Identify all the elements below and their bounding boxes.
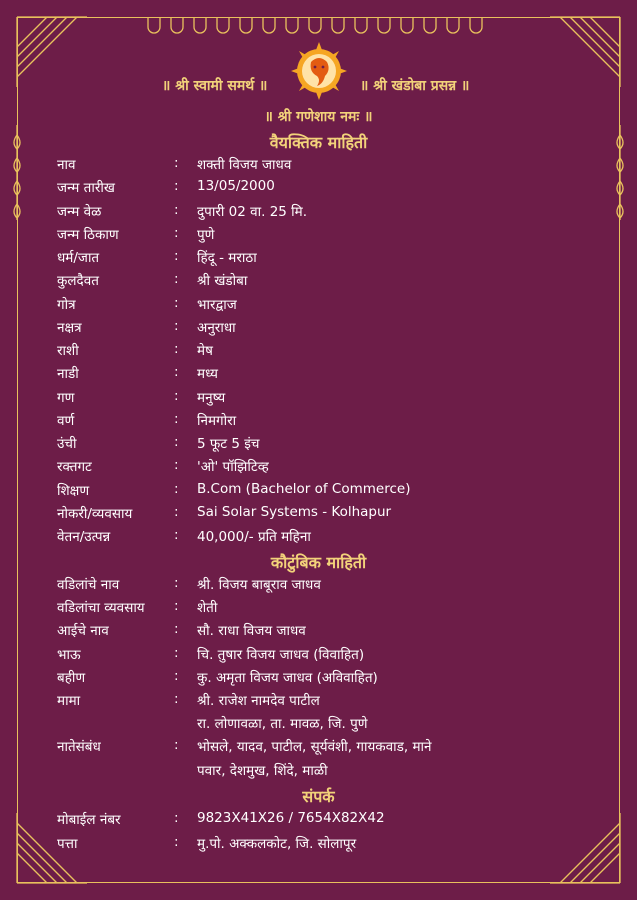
field-value: दुपारी 02 वा. 25 मि. [197,203,308,220]
field-label: नक्षत्र [57,319,82,336]
field-value: 9823X41X26 / 7654X82X42 [197,810,385,826]
field-label: गोत्र [57,296,76,313]
field-value: मेष [197,343,213,359]
field-label: नाडी [57,366,79,383]
field-label: कुलदैवत [57,273,99,290]
colon-separator: : [174,387,179,404]
field-label: शिक्षण [57,482,90,499]
field-label: राशी [57,343,79,359]
field-value: मनुष्य [197,389,226,406]
corner-top-left [17,17,87,87]
field-label: धर्म/जात [57,250,100,266]
field-label: वडिलांचा व्यवसाय [57,600,145,617]
colon-separator: : [174,457,179,474]
field-label: मोबाईल नंबर [57,812,121,828]
colon-separator: : [174,598,179,615]
field-value: चि. तुषार विजय जाधव (विवाहित) [197,646,365,663]
field-label: रक्तगट [57,459,92,476]
field-label: नाव [57,157,76,173]
field-label: पत्ता [57,835,78,852]
field-label: वर्ण [57,412,75,429]
field-value: 13/05/2000 [197,178,275,195]
field-label: भाऊ [57,646,81,663]
colon-separator: : [174,294,179,311]
invocation-swami-samarth: ॥ श्री स्वामी समर्थ ॥ [162,78,268,94]
field-value: निमगोरा [197,412,237,429]
personal-section-title: वैयक्तिक माहिती [269,133,368,152]
colon-separator: : [174,480,179,497]
field-value: श्री खंडोबा [197,273,248,290]
colon-separator: : [174,317,179,334]
field-label: जन्म ठिकाण [57,226,119,243]
field-value: शेती [197,600,218,617]
colon-separator: : [174,503,179,520]
colon-separator: : [174,271,179,288]
ganeshaya-namah: ॥ श्री गणेशाय नमः ॥ [264,109,373,125]
field-value: 'ओ' पॉझिटिव्ह [197,459,269,476]
family-section-title: कौटुंबिक माहिती [270,553,367,572]
field-label: उंची [57,436,77,452]
field-label: नोकरी/व्यवसाय [57,505,133,522]
colon-separator: : [174,527,179,543]
colon-separator: : [174,410,179,427]
top-arches [148,17,482,33]
field-label: बहीण [57,669,86,686]
field-value: पुणे [197,226,215,243]
corner-bottom-right [550,813,620,883]
field-value: सौ. राधा विजय जाधव [197,623,306,640]
field-value: भोसले, यादव, पाटील, सूर्यवंशी, गायकवाड, माने [197,739,432,756]
field-value: रा. लोणावळा, ता. मावळ, जि. पुणे [197,716,368,733]
colon-separator: : [174,667,179,684]
colon-separator: : [174,575,179,591]
field-label: नातेसंबंध [57,739,101,756]
field-value: पवार, देशमुख, शिंदे, माळी [197,762,328,779]
colon-separator: : [174,178,179,195]
invocation-khandoba: ॥ श्री खंडोबा प्रसन्न ॥ [360,78,470,94]
field-label: गण [57,389,75,406]
field-value: अनुराधा [197,319,236,336]
colon-separator: : [174,201,179,218]
field-value: भारद्वाज [197,296,237,313]
colon-separator: : [174,224,179,241]
colon-separator: : [174,737,179,754]
colon-separator: : [174,833,179,850]
field-value: श्री. विजय बाबूराव जाधव [197,577,321,593]
field-label: आईचे नाव [57,623,109,640]
contact-section-title: संपर्क [302,787,335,806]
colon-separator: : [174,364,179,381]
colon-separator: : [174,155,179,171]
colon-separator: : [174,434,179,450]
field-value: Sai Solar Systems - Kolhapur [197,503,392,520]
field-label: जन्म वेळ [57,203,102,220]
field-value: हिंदू - मराठा [197,250,257,266]
field-label: मामा [57,693,81,709]
field-value: मु.पो. अक्कलकोट, जि. सोलापूर [197,835,357,852]
field-value: 5 फूट 5 इंच [197,436,260,452]
field-value: B.Com (Bachelor of Commerce) [197,480,411,497]
ganesh-icon [291,42,347,100]
colon-separator: : [174,341,179,357]
field-value: शक्ती विजय जाधव [197,157,292,173]
colon-separator: : [174,248,179,264]
colon-separator: : [174,644,179,661]
colon-separator: : [174,691,179,707]
field-value: 40,000/- प्रति महिना [197,529,311,545]
field-label: वेतन/उत्पन्न [57,529,111,545]
field-label: वडिलांचे नाव [57,577,120,593]
colon-separator: : [174,810,179,826]
field-value: कु. अमृता विजय जाधव (अविवाहित) [197,669,378,686]
corner-top-right [550,17,620,87]
colon-separator: : [174,621,179,638]
field-value: श्री. राजेश नामदेव पाटील [197,693,320,709]
field-value: मध्य [197,366,218,383]
field-label: जन्म तारीख [57,180,115,197]
